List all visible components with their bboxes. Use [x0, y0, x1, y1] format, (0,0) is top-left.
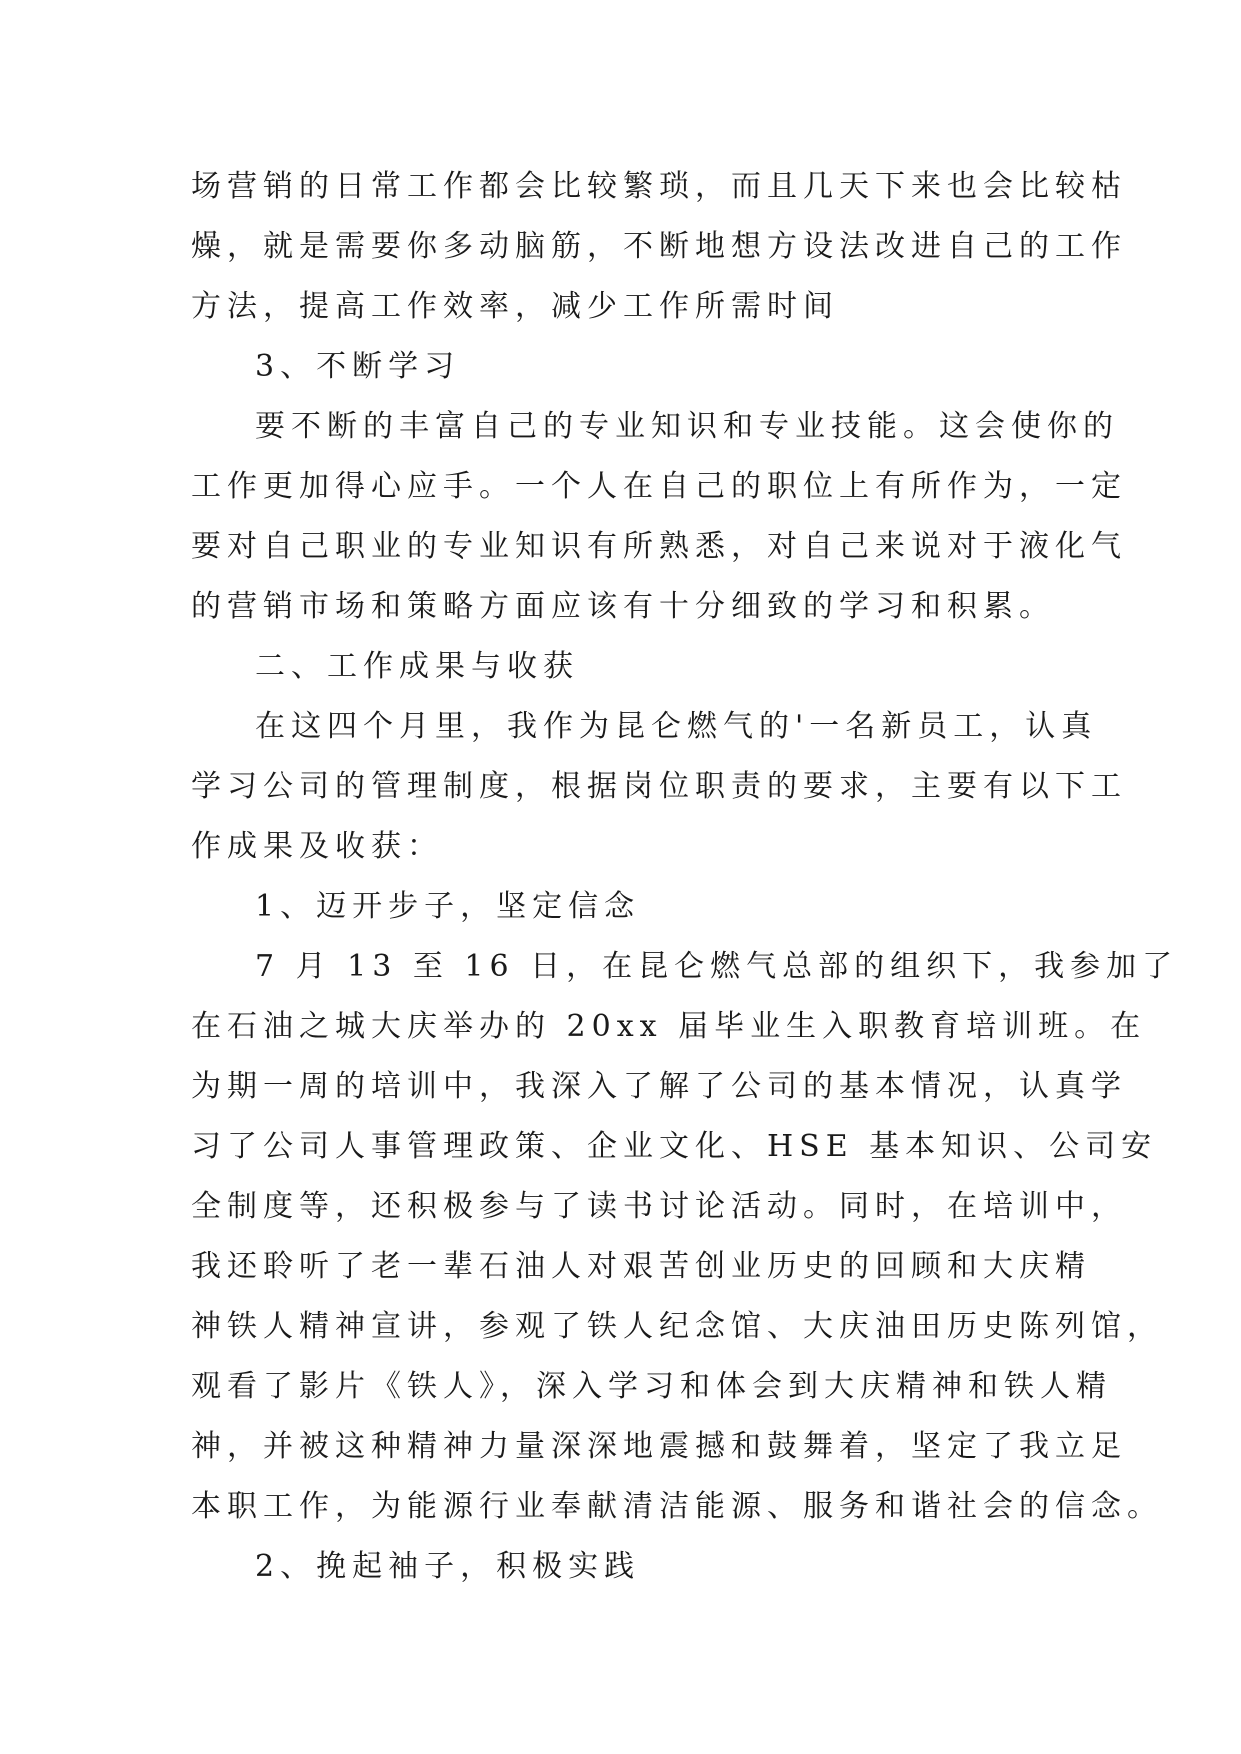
text-line: 观看了影片《铁人》，深入学习和体会到大庆精神和铁人精 [191, 1369, 1112, 1404]
text-line: 3、不断学习 [255, 349, 461, 384]
text-line: 神铁人精神宣讲，参观了铁人纪念馆、大庆油田历史陈列馆， [191, 1309, 1163, 1344]
text-line: 方法，提高工作效率，减少工作所需时间 [191, 289, 839, 324]
document-body [191, 157, 1179, 1597]
text-line: 本职工作，为能源行业奉献清洁能源、服务和谐社会的信念。 [191, 1489, 1163, 1524]
text-line: 要对自己职业的专业知识有所熟悉，对自己来说对于液化气 [191, 529, 1127, 564]
paragraph-p1 [191, 157, 1127, 337]
text-line: 作成果及收获： [191, 829, 443, 864]
text-line: 学习公司的管理制度，根据岗位职责的要求，主要有以下工 [191, 769, 1127, 804]
text-line: 场营销的日常工作都会比较繁琐，而且几天下来也会比较枯 [191, 169, 1127, 204]
paragraph-p5 [191, 697, 1127, 877]
text-line: 在这四个月里，我作为昆仑燃气的'一名新员工，认真 [255, 709, 1098, 744]
text-line: 1、迈开步子，坚定信念 [255, 889, 641, 924]
text-line: 燥，就是需要你多动脑筋，不断地想方设法改进自己的工作 [191, 229, 1127, 264]
text-line: 的营销市场和策略方面应该有十分细致的学习和积累。 [191, 589, 1055, 624]
text-line: 在石油之城大庆举办的 20xx 届毕业生入职教育培训班。在 [191, 1009, 1147, 1044]
paragraph-p2 [191, 337, 1051, 397]
paragraph-p7 [191, 937, 1179, 1537]
text-line: 为期一周的培训中，我深入了解了公司的基本情况，认真学 [191, 1069, 1127, 1104]
paragraph-p6 [191, 877, 1051, 937]
text-line: 我还聆听了老一辈石油人对艰苦创业历史的回顾和大庆精 [191, 1249, 1091, 1284]
text-line: 二、工作成果与收获 [255, 649, 579, 684]
text-line: 7 月 13 至 16 日，在昆仑燃气总部的组织下，我参加了 [255, 949, 1179, 984]
text-line: 工作更加得心应手。一个人在自己的职位上有所作为，一定 [191, 469, 1127, 504]
paragraph-p8 [191, 1537, 1051, 1597]
paragraph-p3 [191, 397, 1127, 637]
text-line: 2、挽起袖子，积极实践 [255, 1549, 641, 1584]
paragraph-p4 [191, 637, 1051, 697]
text-line: 全制度等，还积极参与了读书讨论活动。同时，在培训中， [191, 1189, 1127, 1224]
text-line: 习了公司人事管理政策、企业文化、HSE 基本知识、公司安 [191, 1129, 1158, 1164]
text-line: 神，并被这种精神力量深深地震撼和鼓舞着，坚定了我立足 [191, 1429, 1127, 1464]
text-line: 要不断的丰富自己的专业知识和专业技能。这会使你的 [255, 409, 1119, 444]
